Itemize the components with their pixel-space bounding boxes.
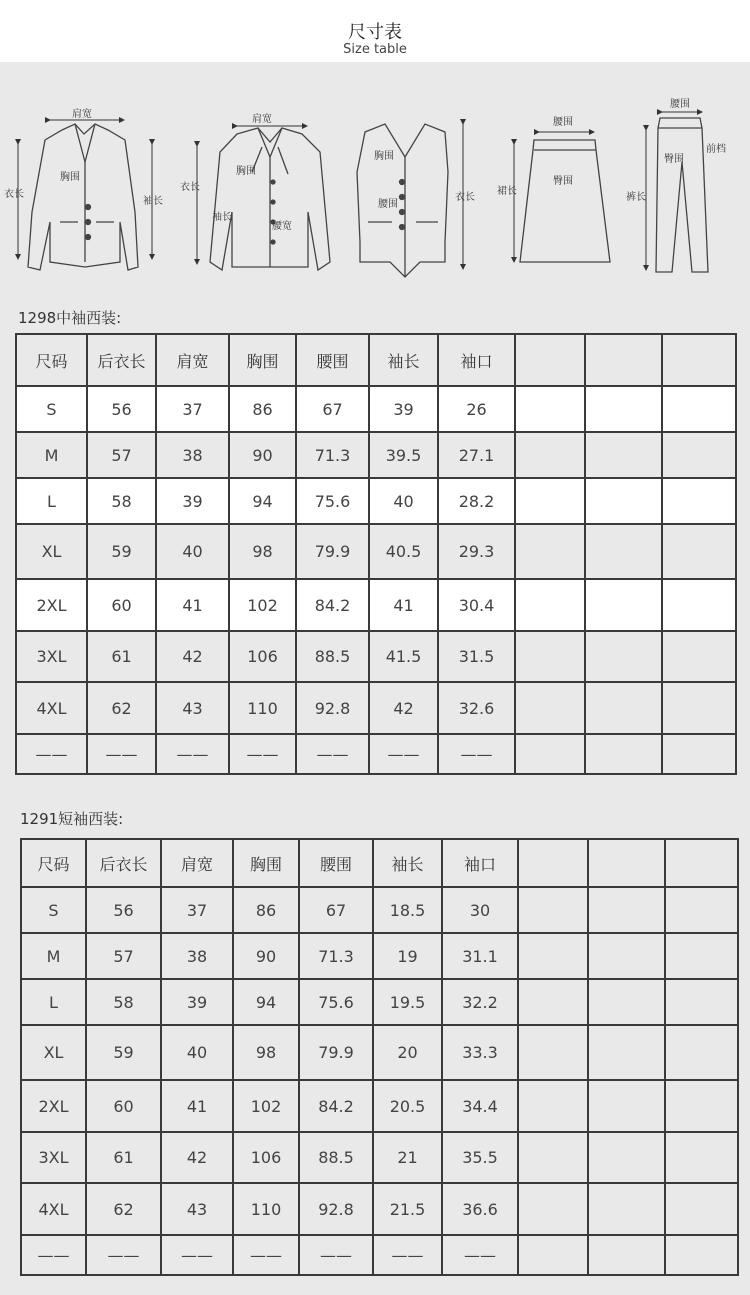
- page-header: [0, 0, 750, 62]
- table-cell: 110: [233, 1183, 299, 1235]
- table-cell: [665, 1235, 738, 1275]
- table-cell: 42: [369, 682, 438, 734]
- header-cell: 袖长: [373, 839, 442, 887]
- table-cell: 59: [87, 524, 156, 579]
- table-cell: [518, 1080, 588, 1132]
- table-row: [16, 579, 736, 631]
- header-cell: 袖长: [369, 334, 438, 386]
- table-cell: 90: [233, 933, 299, 979]
- table-cell: [585, 386, 662, 432]
- table-cell: 39: [161, 979, 233, 1025]
- header-cell: [662, 334, 736, 386]
- table-row: [16, 734, 736, 774]
- table-row: [21, 1025, 738, 1080]
- table-cell: L: [21, 979, 86, 1025]
- header-cell: [665, 839, 738, 887]
- table-cell: [515, 734, 585, 774]
- table-cell: 60: [87, 579, 156, 631]
- table-cell: 39: [156, 478, 229, 524]
- header-cell: [585, 334, 662, 386]
- blouse-illustration: [210, 128, 330, 270]
- table-row: [21, 1183, 738, 1235]
- table1-title: 1298中袖西装:: [18, 309, 122, 327]
- table2-title: 1291短袖西装:: [20, 810, 124, 828]
- table-row: [16, 478, 736, 524]
- table-cell: 110: [229, 682, 296, 734]
- table-cell: [665, 887, 738, 933]
- table-cell: 33.3: [442, 1025, 518, 1080]
- table-cell: [518, 933, 588, 979]
- table-cell: [518, 1132, 588, 1183]
- table-cell: 3XL: [16, 631, 87, 682]
- header-cell: 胸围: [229, 334, 296, 386]
- table-cell: 88.5: [299, 1132, 373, 1183]
- table-cell: ——: [21, 1235, 86, 1275]
- header-cell: [518, 839, 588, 887]
- table-cell: [518, 887, 588, 933]
- skirt-waist-label: 腰围: [553, 117, 573, 128]
- table-cell: 94: [233, 979, 299, 1025]
- table-cell: 84.2: [296, 579, 369, 631]
- table-cell: ——: [296, 734, 369, 774]
- table-cell: 40.5: [369, 524, 438, 579]
- table-cell: ——: [299, 1235, 373, 1275]
- table-cell: 79.9: [296, 524, 369, 579]
- table-cell: 35.5: [442, 1132, 518, 1183]
- table-cell: M: [16, 432, 87, 478]
- table-cell: 98: [233, 1025, 299, 1080]
- table-cell: 27.1: [438, 432, 515, 478]
- table-cell: 94: [229, 478, 296, 524]
- table-cell: [588, 933, 665, 979]
- skirt-hip-label: 臀围: [553, 176, 573, 187]
- pants-hip-label: 臀围: [664, 154, 684, 165]
- blouse-chest-label: 胸围: [236, 166, 256, 177]
- table-cell: 90: [229, 432, 296, 478]
- header-cell: 腰围: [296, 334, 369, 386]
- pants-front-rise-label: 前档: [706, 144, 726, 155]
- table-cell: 41: [156, 579, 229, 631]
- table-cell: [588, 1235, 665, 1275]
- table-cell: [518, 1183, 588, 1235]
- table-row: [21, 1235, 738, 1275]
- table-cell: 38: [156, 432, 229, 478]
- table-cell: ——: [86, 1235, 161, 1275]
- table-cell: [662, 524, 736, 579]
- table-cell: 3XL: [21, 1132, 86, 1183]
- table-cell: [585, 579, 662, 631]
- table-cell: [665, 933, 738, 979]
- pants-length-label: 裤长: [626, 192, 646, 203]
- table-cell: 57: [87, 432, 156, 478]
- table-cell: 30.4: [438, 579, 515, 631]
- table-cell: 29.3: [438, 524, 515, 579]
- blazer-chest-label: 胸围: [60, 172, 80, 183]
- table-cell: 60: [86, 1080, 161, 1132]
- header-cell: 后衣长: [86, 839, 161, 887]
- header-cell: [588, 839, 665, 887]
- table-cell: 43: [156, 682, 229, 734]
- table-cell: 31.1: [442, 933, 518, 979]
- vest-illustration: [357, 124, 448, 277]
- blazer-length-label: 衣长: [4, 189, 24, 200]
- table-cell: S: [16, 386, 87, 432]
- header-cell: 肩宽: [161, 839, 233, 887]
- pants-waist-label: 腰围: [670, 99, 690, 110]
- table-cell: [585, 478, 662, 524]
- table-cell: 86: [229, 386, 296, 432]
- table-cell: [515, 579, 585, 631]
- table-cell: 19.5: [373, 979, 442, 1025]
- table-cell: 20: [373, 1025, 442, 1080]
- table-cell: 36.6: [442, 1183, 518, 1235]
- blazer-shoulder-label: 肩宽: [72, 109, 92, 120]
- table-cell: [585, 682, 662, 734]
- table-cell: [588, 979, 665, 1025]
- header-cell: [515, 334, 585, 386]
- table-cell: 18.5: [373, 887, 442, 933]
- table-row: [21, 887, 738, 933]
- table-cell: 40: [369, 478, 438, 524]
- table-cell: [515, 524, 585, 579]
- table-cell: ——: [229, 734, 296, 774]
- table-row: [21, 1080, 738, 1132]
- table-cell: [662, 579, 736, 631]
- table-cell: 92.8: [296, 682, 369, 734]
- table-row: [16, 386, 736, 432]
- table-cell: 2XL: [21, 1080, 86, 1132]
- vest-waist-label: 腰围: [378, 199, 398, 210]
- table-cell: 71.3: [296, 432, 369, 478]
- table-cell: 34.4: [442, 1080, 518, 1132]
- table-cell: 56: [87, 386, 156, 432]
- table-row: [16, 524, 736, 579]
- table-cell: [585, 432, 662, 478]
- table-cell: 39: [369, 386, 438, 432]
- table-cell: 2XL: [16, 579, 87, 631]
- vest-chest-label: 胸围: [374, 151, 394, 162]
- table-cell: 62: [87, 682, 156, 734]
- table-cell: 58: [87, 478, 156, 524]
- skirt-illustration: [520, 140, 610, 262]
- table-cell: 40: [161, 1025, 233, 1080]
- table-cell: [665, 979, 738, 1025]
- table-cell: 71.3: [299, 933, 373, 979]
- vest-length-label: 衣长: [455, 192, 475, 203]
- table-cell: 41: [161, 1080, 233, 1132]
- header-cell: 袖口: [438, 334, 515, 386]
- table-cell: ——: [373, 1235, 442, 1275]
- table-cell: 20.5: [373, 1080, 442, 1132]
- table-cell: [515, 386, 585, 432]
- table-cell: ——: [233, 1235, 299, 1275]
- table-cell: 61: [87, 631, 156, 682]
- table-cell: 58: [86, 979, 161, 1025]
- table-cell: [585, 734, 662, 774]
- header-cell: 肩宽: [156, 334, 229, 386]
- table-cell: 31.5: [438, 631, 515, 682]
- header-cell: 胸围: [233, 839, 299, 887]
- table-cell: 42: [161, 1132, 233, 1183]
- table-cell: [665, 1132, 738, 1183]
- header-cell: 后衣长: [87, 334, 156, 386]
- table-cell: [662, 432, 736, 478]
- table-cell: 26: [438, 386, 515, 432]
- table-cell: 37: [156, 386, 229, 432]
- blouse-sleeve-label: 袖长: [212, 212, 232, 223]
- table-cell: 67: [299, 887, 373, 933]
- blazer-illustration: [28, 124, 138, 270]
- table-cell: 79.9: [299, 1025, 373, 1080]
- table-cell: 42: [156, 631, 229, 682]
- header-cell: 尺码: [21, 839, 86, 887]
- header-cell: 腰围: [299, 839, 373, 887]
- table-cell: [588, 1183, 665, 1235]
- table-cell: 21: [373, 1132, 442, 1183]
- table-cell: [588, 1080, 665, 1132]
- table-cell: [662, 734, 736, 774]
- table-cell: [515, 432, 585, 478]
- table-cell: 30: [442, 887, 518, 933]
- page-subtitle: Size table: [343, 42, 407, 57]
- table-cell: ——: [442, 1235, 518, 1275]
- table-cell: 38: [161, 933, 233, 979]
- table-cell: 4XL: [16, 682, 87, 734]
- table-cell: ——: [369, 734, 438, 774]
- table-cell: [515, 682, 585, 734]
- table-cell: [665, 1025, 738, 1080]
- table-cell: 37: [161, 887, 233, 933]
- table-cell: M: [21, 933, 86, 979]
- table-cell: ——: [87, 734, 156, 774]
- table-cell: 57: [86, 933, 161, 979]
- table-cell: 32.2: [442, 979, 518, 1025]
- table-cell: 92.8: [299, 1183, 373, 1235]
- table-cell: [662, 631, 736, 682]
- pants-illustration: [656, 118, 708, 272]
- table-cell: [515, 478, 585, 524]
- table-cell: 61: [86, 1132, 161, 1183]
- table-cell: S: [21, 887, 86, 933]
- table-cell: 98: [229, 524, 296, 579]
- table-cell: [518, 1025, 588, 1080]
- garment-measurement-diagrams: [0, 62, 750, 292]
- table-cell: ——: [16, 734, 87, 774]
- table-cell: 56: [86, 887, 161, 933]
- table-cell: 21.5: [373, 1183, 442, 1235]
- header-cell: 尺码: [16, 334, 87, 386]
- table-cell: [588, 1132, 665, 1183]
- table-cell: 102: [233, 1080, 299, 1132]
- table-cell: 19: [373, 933, 442, 979]
- table-cell: [588, 887, 665, 933]
- table-cell: XL: [21, 1025, 86, 1080]
- table-cell: [662, 478, 736, 524]
- table-cell: 62: [86, 1183, 161, 1235]
- table-cell: XL: [16, 524, 87, 579]
- table-cell: 88.5: [296, 631, 369, 682]
- table-cell: 41.5: [369, 631, 438, 682]
- page-title: 尺寸表: [348, 22, 402, 43]
- table-header-row: [21, 839, 738, 887]
- table-cell: L: [16, 478, 87, 524]
- table-row: [16, 682, 736, 734]
- table-cell: 102: [229, 579, 296, 631]
- table-cell: [588, 1025, 665, 1080]
- table-cell: [585, 524, 662, 579]
- table-cell: 84.2: [299, 1080, 373, 1132]
- table-cell: 86: [233, 887, 299, 933]
- size-table-1291: [20, 838, 739, 1276]
- table-cell: 67: [296, 386, 369, 432]
- table-cell: [518, 1235, 588, 1275]
- size-table-1298: [15, 333, 737, 775]
- table-cell: 4XL: [21, 1183, 86, 1235]
- table-header-row: [16, 334, 736, 386]
- table-cell: 28.2: [438, 478, 515, 524]
- table-cell: 39.5: [369, 432, 438, 478]
- table-cell: 40: [156, 524, 229, 579]
- table-row: [16, 631, 736, 682]
- table-cell: ——: [161, 1235, 233, 1275]
- header-cell: 袖口: [442, 839, 518, 887]
- table-row: [16, 432, 736, 478]
- table-row: [21, 1132, 738, 1183]
- blazer-sleeve-label: 袖长: [143, 196, 163, 207]
- blouse-waist-label: 腰宽: [272, 221, 292, 232]
- table-row: [21, 979, 738, 1025]
- table-cell: [515, 631, 585, 682]
- table-cell: ——: [156, 734, 229, 774]
- table-cell: [585, 631, 662, 682]
- table-cell: 106: [229, 631, 296, 682]
- table-cell: [662, 386, 736, 432]
- table-cell: 32.6: [438, 682, 515, 734]
- table-cell: ——: [438, 734, 515, 774]
- blouse-length-label: 衣长: [180, 182, 200, 193]
- table-row: [21, 933, 738, 979]
- table-cell: 43: [161, 1183, 233, 1235]
- table-cell: 41: [369, 579, 438, 631]
- table-cell: 59: [86, 1025, 161, 1080]
- table-cell: [518, 979, 588, 1025]
- table-cell: 75.6: [296, 478, 369, 524]
- skirt-length-label: 裙长: [497, 186, 517, 197]
- table-cell: 75.6: [299, 979, 373, 1025]
- table-cell: [662, 682, 736, 734]
- blouse-shoulder-label: 肩宽: [252, 114, 272, 125]
- table-cell: 106: [233, 1132, 299, 1183]
- table-cell: [665, 1080, 738, 1132]
- table-cell: [665, 1183, 738, 1235]
